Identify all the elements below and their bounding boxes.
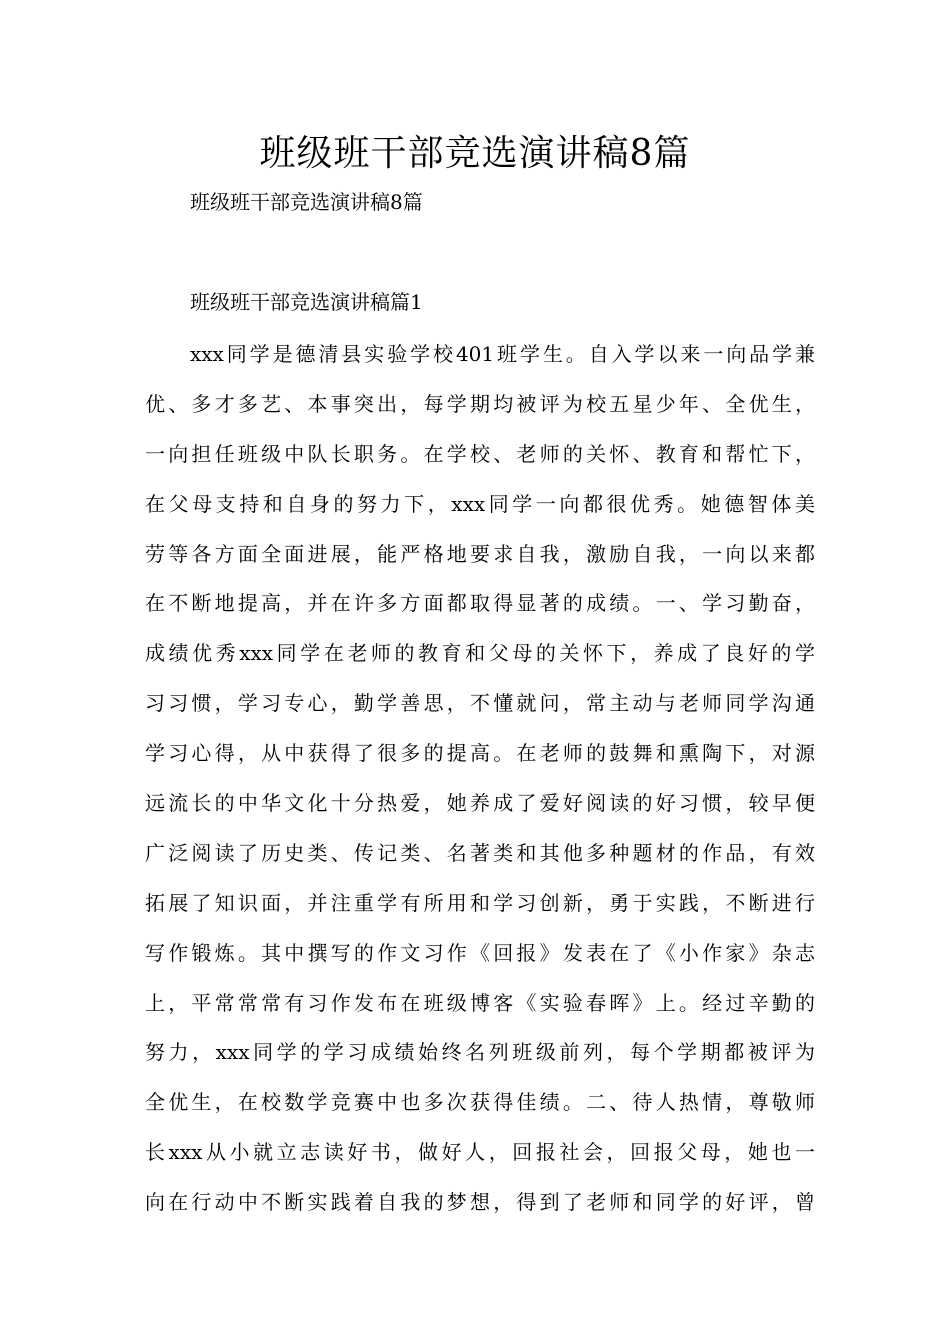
paragraph-line: 习习惯，学习专心，勤学善思，不懂就问，常主动与老师同学沟通 [145,691,815,716]
paragraph-line: 成绩优秀xxx同学在老师的教育和父母的关怀下，养成了良好的学 [145,641,815,666]
paragraph-line: 优、多才多艺、本事突出，每学期均被评为校五星少年、全优生， [145,391,815,416]
paragraph-line: 广泛阅读了历史类、传记类、名著类和其他多种题材的作品，有效 [145,840,815,865]
document-title: 班级班干部竞选演讲稿8篇 [259,133,691,174]
paragraph-line: 在不断地提高，并在许多方面都取得显著的成绩。一、学习勤奋， [145,591,815,616]
document-subtitle: 班级班干部竞选演讲稿8篇 [190,190,423,214]
paragraph-line: 一向担任班级中队长职务。在学校、老师的关怀、教育和帮忙下， [145,441,815,466]
section-heading: 班级班干部竞选演讲稿篇1 [190,290,423,314]
paragraph-line: 劳等各方面全面进展，能严格地要求自我，激励自我，一向以来都 [145,541,815,566]
paragraph-line: xxx同学是德清县实验学校401班学生。自入学以来一向品学兼 [190,342,815,366]
paragraph-line: 长xxx从小就立志读好书，做好人，回报社会，回报父母，她也一 [145,1140,815,1165]
paragraph-line: 向在行动中不断实践着自我的梦想，得到了老师和同学的好评，曾 [145,1190,815,1215]
paragraph-line: 拓展了知识面，并注重学有所用和学习创新，勇于实践，不断进行 [145,890,815,915]
paragraph-line: 上，平常常常有习作发布在班级博客《实验春晖》上。经过辛勤的 [145,990,815,1015]
paragraph-line: 在父母支持和自身的努力下，xxx同学一向都很优秀。她德智体美 [145,491,815,516]
paragraph-line: 学习心得，从中获得了很多的提高。在老师的鼓舞和熏陶下，对源 [145,741,815,766]
paragraph-line: 努力，xxx同学的学习成绩始终名列班级前列，每个学期都被评为 [145,1040,815,1065]
body-paragraph [145,339,815,1237]
paragraph-line: 全优生，在校数学竞赛中也多次获得佳绩。二、待人热情，尊敬师 [145,1090,815,1115]
paragraph-line: 远流长的中华文化十分热爱，她养成了爱好阅读的好习惯，较早便 [145,791,815,816]
paragraph-line: 写作锻炼。其中撰写的作文习作《回报》发表在了《小作家》杂志 [145,940,815,965]
